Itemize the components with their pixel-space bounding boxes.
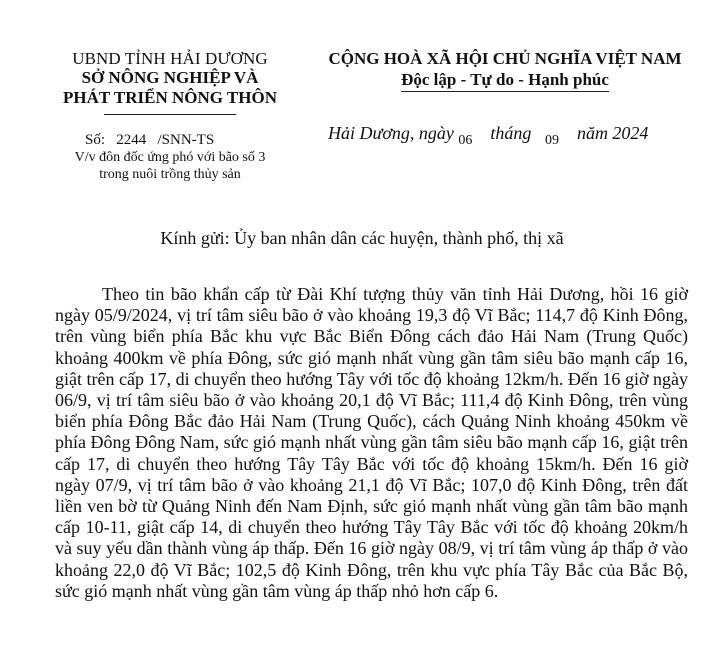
- organization-name-line1: SỞ NÔNG NGHIỆP VÀ: [81, 68, 259, 87]
- date-year: năm 2024: [576, 123, 649, 143]
- reference-prefix: Số:: [85, 132, 106, 148]
- reference-suffix: /SNN-TS: [157, 132, 215, 148]
- issue-date: [328, 122, 648, 147]
- date-month-label: tháng: [490, 123, 532, 143]
- national-title: CỘNG HOÀ XÃ HỘI CHỦ NGHĨA VIỆT NAM: [328, 49, 682, 68]
- recipient-line: Kính gửi: Ủy ban nhân dân các huyện, thành phố, thị xã: [160, 228, 564, 248]
- date-place: Hải Dương, ngày: [328, 123, 454, 143]
- document-subject: [40, 149, 300, 183]
- organization-name-line2: PHÁT TRIỂN NÔNG THÔN: [63, 88, 277, 107]
- national-motto: Độc lập - Tự do - Hạnh phúc: [401, 69, 609, 92]
- document-reference: [85, 132, 214, 149]
- national-heading-block: [300, 48, 710, 92]
- subject-line1: V/v đôn đốc ứng phó với bão số 3: [74, 150, 266, 165]
- date-day: 06: [458, 133, 473, 148]
- body-paragraph-1: Theo tin bão khẩn cấp từ Đài Khí tượng thủy văn tỉnh Hải Dương, hồi 16 giờ ngày 05/9/2024, vị trí tâm siêu bão ở vào khoảng 19,3 độ Vĩ Bắc; 114,7 độ Kinh Đông, trên vùng biển phía Bắc khu vực Bắc Biển Đông cách đảo Hải Nam (Trung Quốc) khoảng 400km về phía Đông, sức gió mạnh nhất vùng gần tâm siêu bão mạnh cấp 16, giật trên cấp 17, di chuyển theo hướng Tây với tốc độ khoảng 12km/h. Đến 16 giờ ngày 06/9, vị trí tâm siêu bão ở vào khoảng 20,1 độ Vĩ Bắc; 111,4 độ Kinh Đông, trên vùng biển phía Đông Bắc đảo Hải Nam (Trung Quốc), cách Quảng Ninh khoảng 450km về phía Đông Đông Nam, sức gió mạnh nhất vùng gần tâm siêu bão mạnh cấp 16, giật trên cấp 17, di chuyển theo hướng Tây Tây Bắc với tốc độ khoảng 15km/h. Đến 16 giờ ngày 07/9, vị trí tâm bão ở vào khoảng 21,1 độ Vĩ Bắc; 107,0 độ Kinh Đông, trên đất liền ven bờ từ Quảng Ninh đến Nam Định, sức gió mạnh nhất vùng gần tâm bão mạnh cấp 10-11, giật cấp 14, di chuyển theo hướng Tây Tây Bắc với tốc độ khoảng 20km/h và suy yếu dần thành vùng áp thấp. Đến 16 giờ ngày 08/9, vị trí tâm vùng áp thấp ở vào khoảng 22,0 độ Vĩ Bắc; 102,5 độ Kinh Đông, trên khu vực phía Tây Bắc của Bắc Bộ, sức gió mạnh nhất vùng gần tâm vùng áp thấp nhỏ hơn cấp 6.: [55, 284, 688, 601]
- subject-line2: trong nuôi trồng thủy sản: [99, 167, 241, 182]
- agency-underline: [104, 114, 236, 115]
- issuing-agency-block: [40, 49, 300, 115]
- parent-organization: UBND TỈNH HẢI DƯƠNG: [72, 49, 268, 68]
- date-month: 09: [544, 133, 559, 148]
- reference-number: 2244: [116, 132, 147, 148]
